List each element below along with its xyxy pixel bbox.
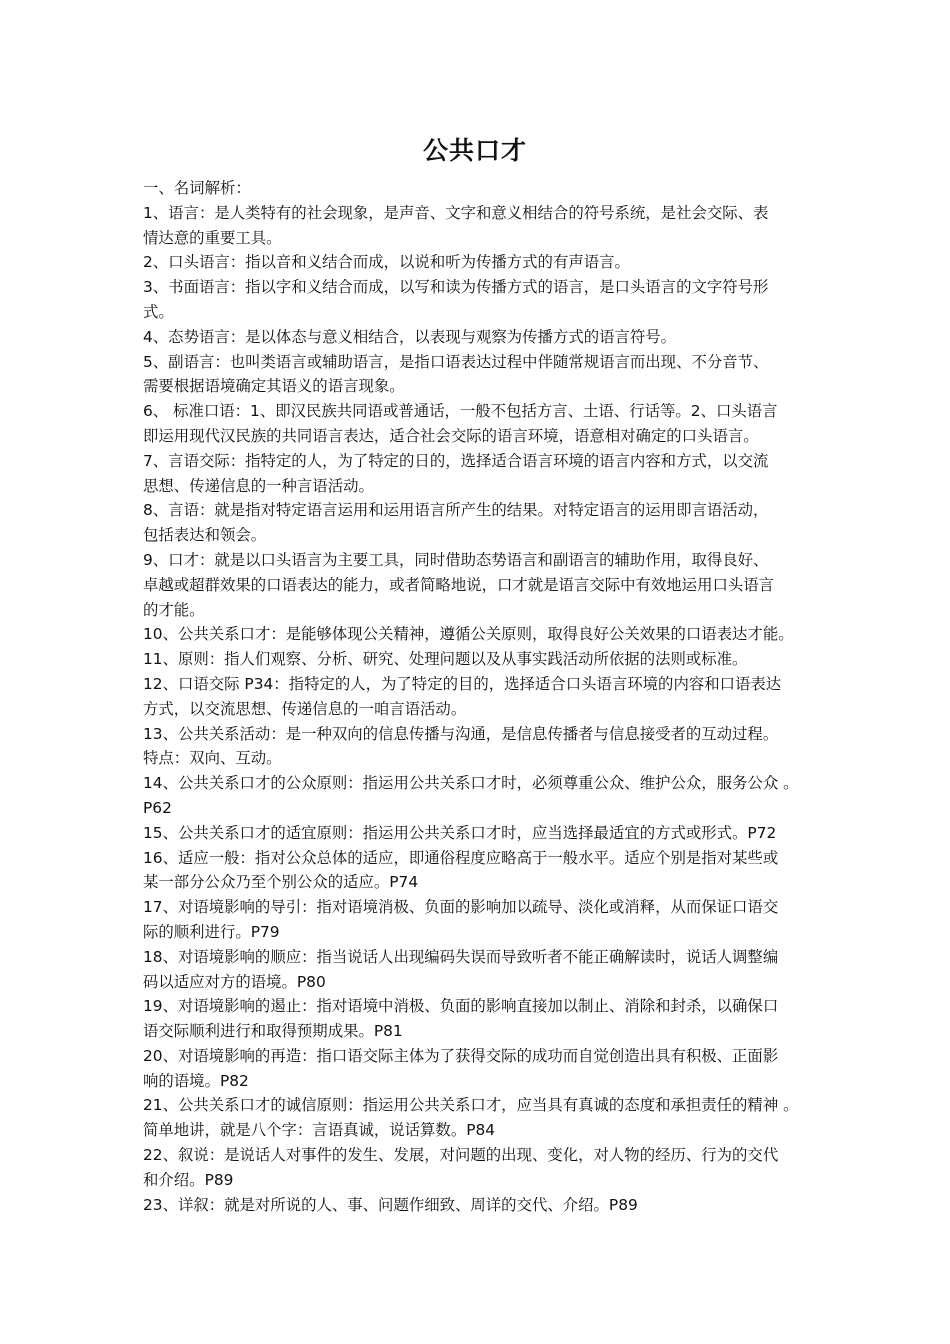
term-entry	[143, 449, 817, 499]
entry-line: 思想、传递信息的一种言语活动。	[143, 476, 374, 495]
entry-line: P62	[143, 798, 172, 817]
entry-line: 8、言语：就是指对特定语言运用和运用语言所产生的结果。对特定语言的运用即言语活动，	[143, 501, 769, 520]
term-entry	[143, 350, 817, 400]
entry-line: 20、对语境影响的再造：指口语交际主体为了获得交际的成功而自觉创造出具有积极、正面影	[143, 1046, 779, 1065]
entry-line: 和介绍。P89	[143, 1170, 234, 1189]
entry-line: 17、对语境影响的导引：指对语境消极、负面的影响加以疏导、淡化或消释，从而保证口语交	[143, 898, 779, 917]
entry-line: 19、对语境影响的遏止：指对语境中消极、负面的影响直接加以制止、消除和封杀，以确保口	[143, 997, 779, 1016]
term-entry	[143, 672, 817, 722]
term-entry	[143, 1093, 817, 1143]
entry-line: 16、适应一般：指对公众总体的适应，即通俗程度应略高于一般水平。适应个别是指对某些或	[143, 848, 779, 867]
term-entry	[143, 250, 817, 275]
term-entry	[143, 201, 817, 251]
entry-line: 9、口才：就是以口头语言为主要工具，同时借助态势语言和副语言的辅助作用，取得良好、	[143, 550, 769, 569]
entry-line: 3、书面语言：指以字和义结合而成，以写和读为传播方式的语言，是口头语言的文字符号形	[143, 278, 769, 297]
entry-line: 特点：双向、互动。	[143, 749, 282, 768]
entry-line: 方式，以交流思想、传递信息的一咱言语活动。	[143, 699, 467, 718]
term-entry	[143, 399, 817, 449]
term-entry	[143, 548, 817, 622]
entry-line: 4、态势语言：是以体态与意义相结合，以表现与观察为传播方式的语言符号。	[143, 327, 677, 346]
entry-line: 12、口语交际 P34：指特定的人，为了特定的目的，选择适合口头语言环境的内容和口语表达	[143, 674, 782, 693]
entry-line: 响的语境。P82	[143, 1071, 249, 1090]
term-entry	[143, 1143, 817, 1193]
term-entry	[143, 1193, 817, 1218]
term-entry	[143, 846, 817, 896]
entry-line: 的才能。	[143, 600, 205, 619]
entry-line: 14、公共关系口才的公众原则：指运用公共关系口才时，必须尊重公众、维护公众，服务公众 。	[143, 774, 799, 793]
entry-line: 卓越或超群效果的口语表达的能力，或者简略地说，口才就是语言交际中有效地运用口头语言	[143, 575, 775, 594]
document-body	[143, 176, 817, 1217]
term-entry	[143, 1044, 817, 1094]
term-entry	[143, 994, 817, 1044]
entry-line: 6、 标准口语：1、即汉民族共同语或普通话，一般不包括方言、土语、行话等。2、口头语言	[143, 402, 778, 421]
term-entry	[143, 722, 817, 772]
entry-line: 需要根据语境确定其语义的语言现象。	[143, 377, 405, 396]
section-heading: 一、名词解析：	[143, 179, 251, 197]
term-entry	[143, 895, 817, 945]
term-entry	[143, 821, 817, 846]
entry-line: 22、叙说：是说话人对事件的发生、发展，对问题的出现、变化，对人物的经历、行为的交代	[143, 1146, 779, 1165]
term-entry	[143, 647, 817, 672]
entry-line: 15、公共关系口才的适宜原则：指运用公共关系口才时，应当选择最适宜的方式或形式。P72	[143, 823, 777, 842]
entry-line: 语交际顺利进行和取得预期成果。P81	[143, 1022, 403, 1041]
entry-line: 11、原则：指人们观察、分析、研究、处理问题以及从事实践活动所依据的法则或标准。	[143, 650, 748, 669]
entry-line: 7、言语交际：指特定的人，为了特定的日的，选择适合语言环境的语言内容和方式，以交流	[143, 451, 769, 470]
entry-line: 21、公共关系口才的诚信原则：指运用公共关系口才，应当具有真诚的态度和承担责任的精神 。	[143, 1096, 799, 1115]
entry-line: 情达意的重要工具。	[143, 228, 282, 247]
entry-line: 5、副语言：也叫类语言或辅助语言，是指口语表达过程中伴随常规语言而出现、不分音节、	[143, 352, 769, 371]
term-entry	[143, 945, 817, 995]
entry-line: 某一部分公众乃至个别公众的适应。P74	[143, 873, 419, 892]
entry-line: 包括表达和领会。	[143, 526, 267, 545]
entry-line: 1、语言：是人类特有的社会现象，是声音、文字和意义相结合的符号系统，是社会交际、表	[143, 203, 769, 222]
entry-line: 式。	[143, 302, 174, 321]
term-entry	[143, 622, 817, 647]
term-entry	[143, 325, 817, 350]
entry-line: 简单地讲，就是八个字：言语真诚，说话算数。P84	[143, 1121, 496, 1140]
term-entry	[143, 771, 817, 821]
entry-line: 2、口头语言：指以音和义结合而成，以说和听为传播方式的有声语言。	[143, 253, 630, 272]
entry-line: 13、公共关系活动：是一种双向的信息传播与沟通，是信息传播者与信息接受者的互动过程。	[143, 724, 779, 743]
entry-line: 码以适应对方的语境。P80	[143, 972, 326, 991]
entry-line: 18、对语境影响的顺应：指当说话人出现编码失误而导致听者不能正确解读时，说话人调整编	[143, 947, 779, 966]
entry-line: 际的顺利进行。P79	[143, 922, 280, 941]
term-entry	[143, 275, 817, 325]
document-title: 公共口才	[422, 136, 527, 165]
entry-line: 10、公共关系口才：是能够体现公关精神，遵循公关原则，取得良好公关效果的口语表达才能。	[143, 625, 794, 644]
term-entry	[143, 498, 817, 548]
entry-line: 即运用现代汉民族的共同语言表达，适合社会交际的语言环境，语意相对确定的口头语言。	[143, 426, 759, 445]
entry-line: 23、详叙：就是对所说的人、事、问题作细致、周详的交代、介绍。P89	[143, 1195, 638, 1214]
